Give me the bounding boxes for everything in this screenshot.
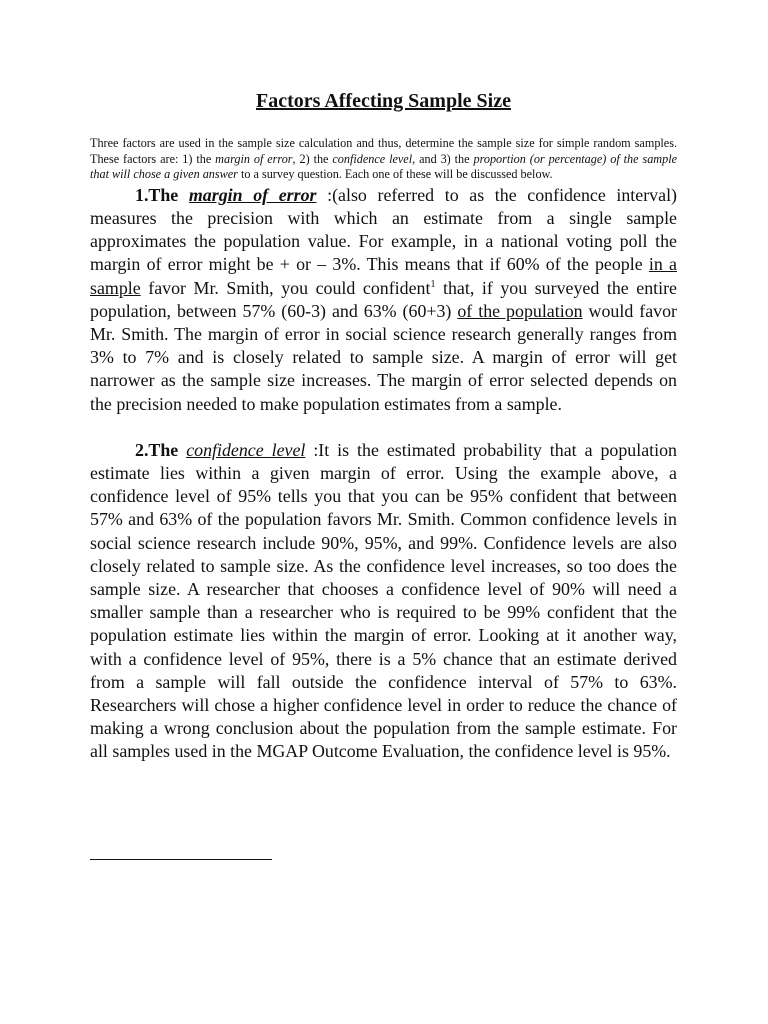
section2-text: :It is the estimated probability that a population estimate lies within a given margin of error. Using the example above, a confidence level of 95% tells you that you can be 95% confident that between 57% and 63% of the population favors Mr. Smith. Common confidence levels in social science research include 90%, 95%, and 99%. Confidence levels are also closely related to sample size. As the confidence level increases, so too does the sample size. A researcher that chooses a confidence level of 90% will need a smaller sample than a researcher who is required to be 99% confident that the population estimate lies within the margin of error. Looking at it another way, with a confidence level of 95%, there is a 5% chance that an estimate derived from a sample will fall outside the confidence interval of 57% to 63%. Researchers will chose a higher confidence level in order to reduce the chance of making a wrong conclusion about the population from the sample estimate. For all samples used in the MGAP Outcome Evaluation, the confidence level is 95%. — [90, 439, 677, 762]
section1-number: 1.The — [135, 184, 189, 205]
intro-text-4: to a survey question. Each one of these will be discussed below. — [237, 167, 553, 182]
section1-underline-sample: in a sample — [90, 254, 677, 298]
footnote-separator — [90, 859, 272, 860]
section2-term: confidence level — [186, 439, 306, 460]
intro-term-confidence: confidence level — [332, 151, 413, 166]
section-margin-of-error — [90, 184, 677, 416]
section1-text-2: favor Mr. Smith, you could confident — [140, 277, 431, 298]
intro-term-margin: margin of error — [215, 151, 293, 166]
intro-text-3: , and 3) the — [412, 151, 474, 166]
section1-underline-population: of the population — [457, 300, 583, 321]
section1-text-1: :(also referred to as the confidence interval) measures the precision with which an estimate from a single sample approximates the population value. For example, in a national voting poll the margin of error might be + or – 3%. This means that if 60% of the people — [90, 184, 677, 275]
section1-term: margin of error — [188, 184, 317, 205]
section1-text-3: that, if you surveyed the entire population, between 57% (60-3) and 63% (60+3) — [90, 277, 677, 321]
intro-text-2: , 2) the — [292, 151, 333, 166]
page-title: Factors Affecting Sample Size — [256, 90, 511, 112]
document-page — [90, 88, 677, 764]
intro-term-proportion: proportion (or percentage) of the sample that will chose a given answer — [90, 151, 677, 182]
footnote-marker: 1 — [430, 278, 436, 290]
intro-text-1: Three factors are used in the sample size calculation and thus, determine the sample size for simple random samples. These factors are: 1) the — [90, 136, 677, 166]
intro-paragraph — [90, 136, 677, 183]
section-confidence-level — [90, 439, 677, 764]
section1-text-4: would favor Mr. Smith. The margin of error in social science research generally ranges from 3% to 7% and is closely related to sample size. A margin of error will get narrower as the sample size increases. The margin of error selected depends on the precision needed to make population estimates from a sample. — [90, 300, 678, 414]
section2-number: 2.The — [135, 439, 187, 460]
